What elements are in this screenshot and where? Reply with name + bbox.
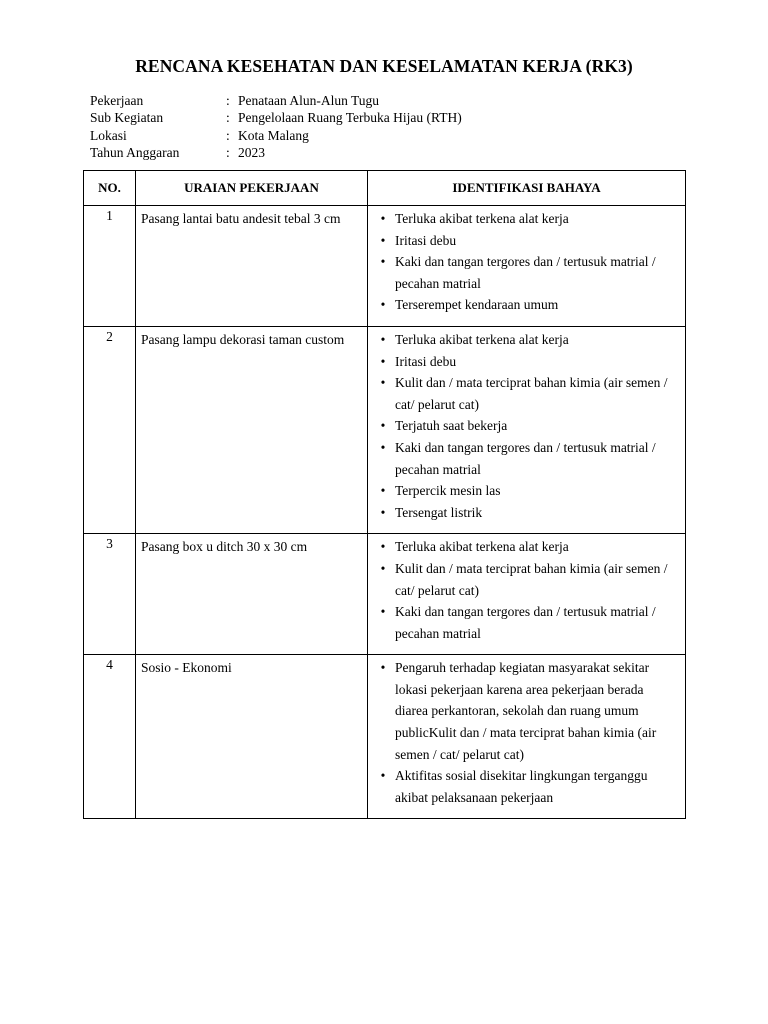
hazard-list bbox=[376, 329, 679, 533]
hazard-text: Iritasi debu bbox=[395, 232, 457, 248]
hazard-text: Kaki dan tangan tergores dan / tertusuk matrial / pecahan matrial bbox=[395, 604, 656, 641]
info-colon: : bbox=[226, 127, 230, 143]
hazard-text: Aktifitas sosial disekitar lingkungan terganggu akibat pelaksanaan pekerjaan bbox=[395, 768, 648, 805]
hazard-item bbox=[376, 230, 679, 252]
info-label: Pekerjaan bbox=[90, 93, 144, 108]
hazard-item bbox=[376, 251, 679, 294]
bullet-icon: • bbox=[380, 560, 386, 576]
hazard-text: Pengaruh terhadap kegiatan masyarakat sekitar lokasi pekerjaan karena area pekerjaan berada diarea perkantoran, sekolah dan ruang umum publicKulit dan / mata terciprat bahan kimia (air semen / cat/ pelarut cat) bbox=[395, 660, 657, 762]
hazard-item bbox=[376, 480, 679, 502]
work-description: Sosio - Ekonomi bbox=[136, 655, 368, 819]
table-row bbox=[84, 326, 686, 533]
bullet-icon: • bbox=[380, 604, 386, 620]
bullet-icon: • bbox=[380, 353, 386, 369]
hazard-item bbox=[376, 437, 679, 480]
table-row bbox=[84, 206, 686, 327]
hazard-text: Tersengat listrik bbox=[395, 504, 483, 520]
rk3-table bbox=[83, 170, 686, 819]
hazard-text: Terluka akibat terkena alat kerja bbox=[395, 539, 569, 555]
hazard-item bbox=[376, 372, 679, 415]
header-uraian-pekerjaan: URAIAN PEKERJAAN bbox=[136, 171, 368, 206]
header-identifikasi-bahaya: IDENTIFIKASI BAHAYA bbox=[368, 171, 686, 206]
hazard-text: Terluka akibat terkena alat kerja bbox=[395, 211, 569, 226]
hazard-list bbox=[376, 536, 679, 654]
bullet-icon: • bbox=[380, 483, 386, 499]
info-row-sub-kegiatan bbox=[90, 109, 462, 126]
hazard-cell bbox=[368, 206, 686, 327]
info-value: Kota Malang bbox=[238, 127, 309, 143]
bullet-icon: • bbox=[380, 297, 386, 313]
row-number: 1 bbox=[84, 206, 136, 327]
info-row-pekerjaan bbox=[90, 92, 462, 109]
hazard-item bbox=[376, 502, 679, 524]
hazard-text: Kaki dan tangan tergores dan / tertusuk matrial / pecahan matrial bbox=[395, 439, 656, 477]
hazard-text: Kulit dan / mata terciprat bahan kimia (air semen / cat/ pelarut cat) bbox=[395, 375, 668, 412]
info-label: Lokasi bbox=[90, 127, 127, 143]
hazard-cell bbox=[368, 655, 686, 819]
document-title: RENCANA KESEHATAN DAN KESELAMATAN KERJA (RK3) bbox=[135, 56, 633, 76]
hazard-text: Terpercik mesin las bbox=[395, 483, 501, 499]
hazard-list bbox=[376, 208, 679, 326]
hazard-text: Kaki dan tangan tergores dan / tertusuk matrial / pecahan matrial bbox=[395, 254, 656, 291]
hazard-text: Iritasi debu bbox=[395, 353, 457, 369]
info-label: Tahun Anggaran bbox=[90, 144, 180, 160]
bullet-icon: • bbox=[380, 254, 386, 270]
bullet-icon: • bbox=[380, 331, 386, 347]
hazard-item bbox=[376, 601, 679, 644]
info-label: Sub Kegiatan bbox=[90, 110, 164, 126]
hazard-item bbox=[376, 657, 679, 765]
hazard-item bbox=[376, 329, 679, 351]
hazard-cell bbox=[368, 326, 686, 533]
hazard-list bbox=[376, 657, 679, 818]
info-value: Penataan Alun-Alun Tugu bbox=[238, 93, 380, 108]
bullet-icon: • bbox=[380, 539, 386, 555]
hazard-item bbox=[376, 208, 679, 230]
info-colon: : bbox=[226, 144, 230, 160]
hazard-item bbox=[376, 415, 679, 437]
bullet-icon: • bbox=[380, 418, 386, 434]
table-row bbox=[84, 534, 686, 655]
hazard-item bbox=[376, 558, 679, 601]
info-row-lokasi bbox=[90, 127, 462, 144]
table-row bbox=[84, 655, 686, 819]
hazard-text: Terluka akibat terkena alat kerja bbox=[395, 331, 569, 347]
hazard-text: Terjatuh saat bekerja bbox=[395, 418, 508, 434]
bullet-icon: • bbox=[380, 660, 386, 676]
work-description: Pasang box u ditch 30 x 30 cm bbox=[136, 534, 368, 655]
info-value: Pengelolaan Ruang Terbuka Hijau (RTH) bbox=[238, 110, 462, 126]
row-number: 3 bbox=[84, 534, 136, 655]
hazard-text: Kulit dan / mata terciprat bahan kimia (air semen / cat/ pelarut cat) bbox=[395, 560, 668, 598]
hazard-item bbox=[376, 351, 679, 373]
project-info bbox=[90, 92, 462, 161]
header-no: NO. bbox=[84, 171, 136, 206]
bullet-icon: • bbox=[380, 375, 386, 391]
hazard-item bbox=[376, 765, 679, 808]
bullet-icon: • bbox=[380, 232, 386, 248]
bullet-icon: • bbox=[380, 211, 386, 226]
work-description: Pasang lampu dekorasi taman custom bbox=[136, 326, 368, 533]
info-colon: : bbox=[226, 110, 230, 126]
table-header-row bbox=[84, 171, 686, 206]
info-row-tahun-anggaran bbox=[90, 144, 462, 161]
hazard-item bbox=[376, 294, 679, 316]
row-number: 2 bbox=[84, 326, 136, 533]
hazard-item bbox=[376, 536, 679, 558]
hazard-cell bbox=[368, 534, 686, 655]
bullet-icon: • bbox=[380, 768, 386, 784]
info-colon: : bbox=[226, 93, 230, 108]
info-value: 2023 bbox=[238, 144, 265, 160]
hazard-text: Terserempet kendaraan umum bbox=[395, 297, 559, 313]
bullet-icon: • bbox=[380, 504, 386, 520]
work-description: Pasang lantai batu andesit tebal 3 cm bbox=[136, 206, 368, 327]
bullet-icon: • bbox=[380, 439, 386, 455]
row-number: 4 bbox=[84, 655, 136, 819]
